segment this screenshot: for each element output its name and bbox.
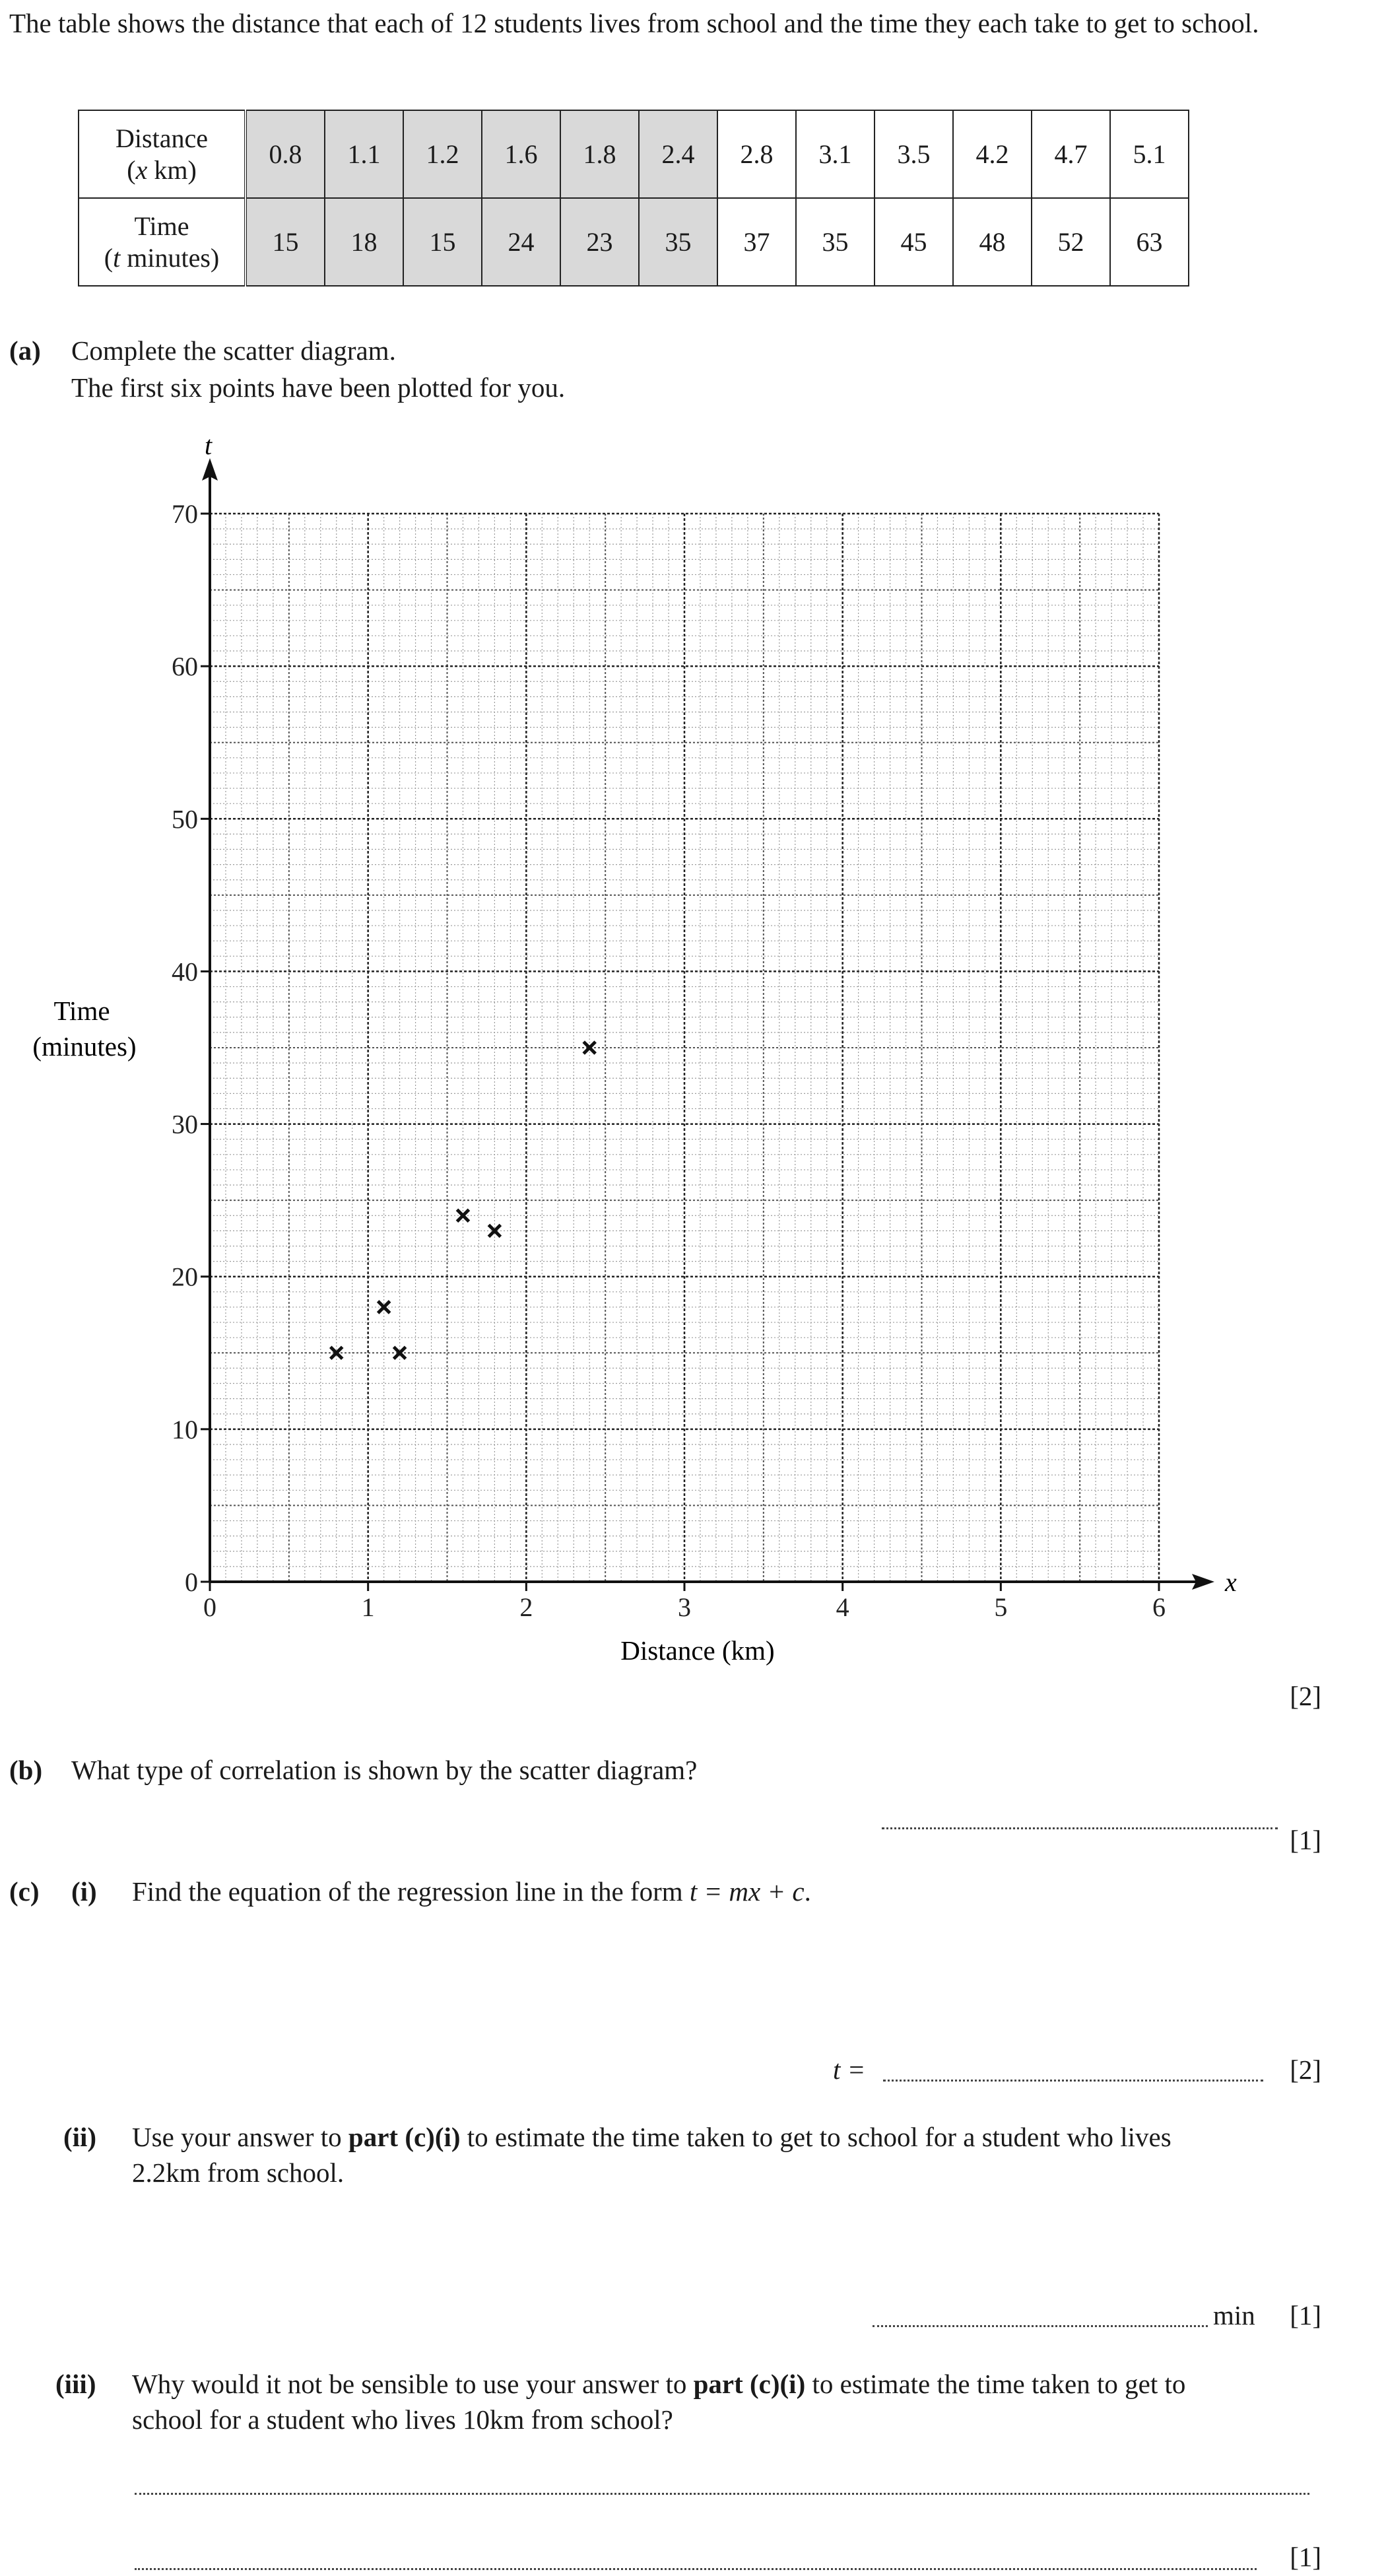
- question-intro: The table shows the distance that each of 12 students lives from school and the time they each take to get to school.: [9, 8, 1259, 38]
- time-cell: 15: [246, 198, 325, 286]
- y-tick-label: 20: [172, 1262, 198, 1292]
- y-tick-label: 0: [185, 1567, 198, 1597]
- distance-cell: 5.1: [1110, 110, 1189, 198]
- distance-cell: 3.1: [796, 110, 874, 198]
- part-c-iii-question-line2: school for a student who lives 10km from school?: [132, 2404, 673, 2435]
- data-table: [78, 110, 1189, 287]
- x-tick-label: 2: [519, 1592, 533, 1622]
- distance-row: [79, 110, 1189, 198]
- time-cell: 35: [796, 198, 874, 286]
- time-cell: 18: [325, 198, 403, 286]
- part-c-i-label: (i): [71, 1876, 97, 1907]
- part-c-i-marks: [2]: [1290, 2054, 1321, 2085]
- part-b-answer-line[interactable]: [882, 1827, 1278, 1829]
- part-c-i-answer-prefix: t =: [833, 2054, 866, 2085]
- time-cell: 37: [717, 198, 796, 286]
- y-axis-label-line1: Time: [53, 996, 110, 1026]
- distance-cell: 3.5: [874, 110, 953, 198]
- part-a-marks: [2]: [1290, 1681, 1321, 1711]
- time-row-header: Time (t minutes): [79, 198, 246, 286]
- part-c-iii-answer-line-2[interactable]: [135, 2568, 1257, 2570]
- x-tick-label: 6: [1152, 1592, 1166, 1622]
- x-axis-variable: x: [1225, 1567, 1237, 1597]
- y-axis-variable: t: [205, 430, 213, 460]
- time-cell: 35: [639, 198, 717, 286]
- time-cell: 23: [560, 198, 639, 286]
- part-c-i-answer-line[interactable]: [883, 2080, 1263, 2082]
- part-b-question: What type of correlation is shown by the scatter diagram?: [71, 1755, 698, 1785]
- time-cell: 63: [1110, 198, 1189, 286]
- x-tick-label: 0: [203, 1592, 216, 1622]
- y-tick-label: 10: [172, 1414, 198, 1444]
- time-cell: 24: [482, 198, 560, 286]
- part-c-iii-label: (iii): [55, 2369, 96, 2399]
- x-tick-label: 4: [836, 1592, 849, 1622]
- axes: [202, 458, 1214, 1590]
- distance-cell: 4.2: [953, 110, 1032, 198]
- x-tick-label: 3: [678, 1592, 691, 1622]
- y-tick-label: 70: [172, 499, 198, 529]
- part-b-marks: [1]: [1290, 1825, 1321, 1855]
- distance-cell: 1.1: [325, 110, 403, 198]
- y-tick-label: 60: [172, 652, 198, 682]
- x-axis-label: Distance (km): [620, 1635, 775, 1666]
- y-axis-label-line2: (minutes): [32, 1031, 137, 1062]
- distance-cell: 0.8: [246, 110, 325, 198]
- part-c-ii-answer-line[interactable]: [873, 2325, 1208, 2327]
- part-a-note: The first six points have been plotted for you.: [71, 372, 566, 403]
- distance-cell: 4.7: [1032, 110, 1110, 198]
- part-a-instruction: Complete the scatter diagram.: [71, 335, 396, 366]
- time-row: [79, 198, 1189, 286]
- part-c-iii-answer-line-1[interactable]: [135, 2493, 1309, 2495]
- x-tick-label: 5: [994, 1592, 1008, 1622]
- distance-cell: 1.6: [482, 110, 560, 198]
- y-tick-label: 30: [172, 1109, 198, 1139]
- part-c-ii-marks: [1]: [1290, 2300, 1321, 2330]
- y-tick-label: 40: [172, 957, 198, 987]
- x-tick-label: 1: [361, 1592, 375, 1622]
- part-c-iii-marks: [1]: [1290, 2542, 1321, 2572]
- distance-cell: 1.8: [560, 110, 639, 198]
- part-c-ii-unit: min: [1213, 2300, 1255, 2330]
- time-cell: 15: [403, 198, 482, 286]
- distance-cell: 2.8: [717, 110, 796, 198]
- time-cell: 48: [953, 198, 1032, 286]
- distance-cell: 1.2: [403, 110, 482, 198]
- part-a-label: (a): [9, 335, 41, 366]
- scatter-diagram[interactable]: [0, 423, 1386, 1690]
- data-point: [394, 1347, 406, 1359]
- part-c-ii-question-line2: 2.2km from school.: [132, 2157, 345, 2188]
- distance-row-header: Distance (x km): [79, 110, 246, 198]
- part-c-label: (c): [9, 1876, 40, 1907]
- part-c-ii-label: (ii): [63, 2122, 97, 2152]
- time-cell: 52: [1032, 198, 1110, 286]
- distance-cell: 2.4: [639, 110, 717, 198]
- part-c-i-question: Find the equation of the regression line in the form t = mx + c.: [132, 1876, 811, 1907]
- tick-labels: [172, 499, 1166, 1622]
- part-c-iii-question-line1: Why would it not be sensible to use your answer to part (c)(i) to estimate the time taken to get to: [132, 2369, 1186, 2399]
- part-b-label: (b): [9, 1755, 43, 1785]
- part-c-ii-question-line1: Use your answer to part (c)(i) to estimate the time taken to get to school for a student who lives: [132, 2122, 1172, 2152]
- y-tick-label: 50: [172, 804, 198, 834]
- time-cell: 45: [874, 198, 953, 286]
